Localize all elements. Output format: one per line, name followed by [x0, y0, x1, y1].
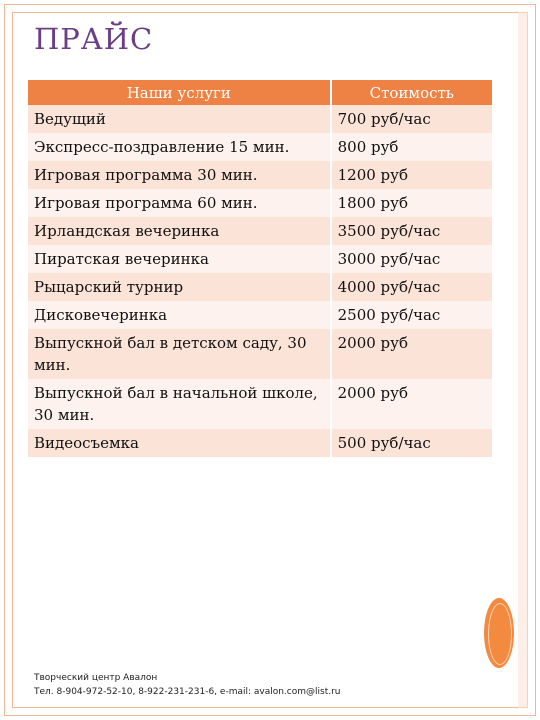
table-row [28, 189, 492, 217]
price-cell: 1800 руб [331, 189, 492, 217]
table-row [28, 329, 492, 379]
price-table [28, 80, 492, 457]
decorative-oval-shape [484, 598, 514, 668]
price-cell: 2000 руб [331, 329, 492, 379]
price-cell: 500 руб/час [331, 429, 492, 457]
price-cell: 2000 руб [331, 379, 492, 429]
service-cell: Рыцарский турнир [28, 273, 331, 301]
price-cell: 2500 руб/час [331, 301, 492, 329]
service-cell: Выпускной бал в начальной школе, 30 мин. [28, 379, 331, 429]
service-cell: Дисковечеринка [28, 301, 331, 329]
price-cell: 800 руб [331, 133, 492, 161]
table-row [28, 379, 492, 429]
price-cell: 4000 руб/час [331, 273, 492, 301]
table-row [28, 245, 492, 273]
table-row [28, 301, 492, 329]
service-cell: Ирландская вечеринка [28, 217, 331, 245]
table-row [28, 217, 492, 245]
service-cell: Игровая программа 30 мин. [28, 161, 331, 189]
header-price: Стоимость [331, 80, 492, 105]
footer-company-name: Творческий центр Авалон [34, 673, 158, 683]
service-cell: Ведущий [28, 105, 331, 133]
table-row [28, 273, 492, 301]
table-row [28, 429, 492, 457]
service-cell: Игровая программа 60 мин. [28, 189, 331, 217]
table-row [28, 133, 492, 161]
table-header-row [28, 80, 492, 105]
service-cell: Пиратская вечеринка [28, 245, 331, 273]
price-cell: 3000 руб/час [331, 245, 492, 273]
service-cell: Выпускной бал в детском саду, 30 мин. [28, 329, 331, 379]
footer-contact-line: Тел. 8-904-972-52-10, 8-922-231-231-6, e-mail: avalon.com@list.ru [34, 687, 341, 697]
decorative-side-bar [518, 12, 528, 708]
page-title: ПРАЙС [34, 22, 154, 56]
price-cell: 700 руб/час [331, 105, 492, 133]
price-cell: 1200 руб [331, 161, 492, 189]
service-cell: Видеосъемка [28, 429, 331, 457]
footer-contacts [34, 671, 341, 699]
table-row [28, 161, 492, 189]
service-cell: Экспресс-поздравление 15 мин. [28, 133, 331, 161]
price-cell: 3500 руб/час [331, 217, 492, 245]
header-services: Наши услуги [28, 80, 331, 105]
table-row [28, 105, 492, 133]
